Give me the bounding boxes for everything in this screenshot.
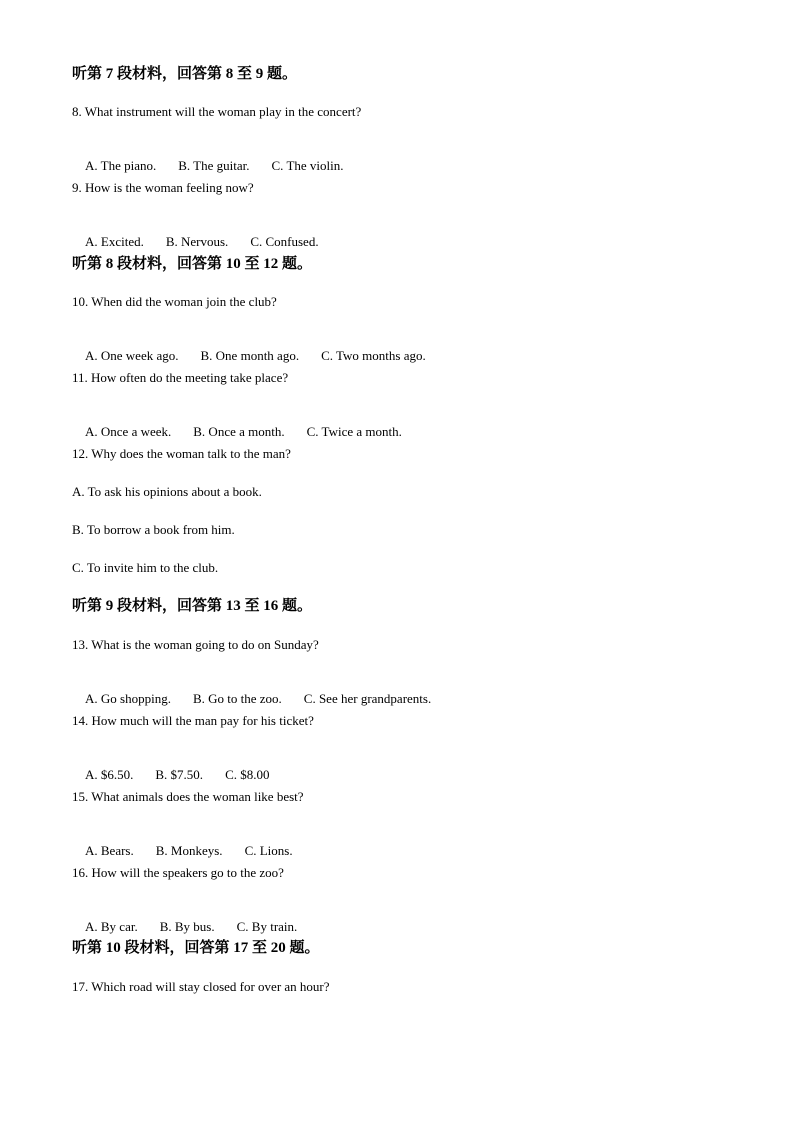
option-b: B. Nervous.: [165, 234, 229, 249]
option-c: C. The violin.: [271, 158, 344, 173]
question-text: 10. When did the woman join the club?: [72, 294, 277, 309]
option-a: A. Bears.: [85, 843, 134, 858]
option-a: A. By car.: [85, 919, 138, 934]
question-text: 11. How often do the meeting take place?: [72, 370, 289, 385]
option-b: B. By bus.: [159, 919, 215, 934]
section-heading: 听第 9 段材料，回答第 13 至 16 题。: [72, 598, 313, 614]
option-c: C. Lions.: [244, 843, 293, 858]
question-text: 12. Why does the woman talk to the man?: [72, 446, 291, 461]
question-text: 17. Which road will stay closed for over an hour?: [72, 979, 330, 994]
question-text: 15. What animals does the woman like best?: [72, 789, 304, 804]
question-text: 9. How is the woman feeling now?: [72, 180, 254, 195]
option-b: B. One month ago.: [200, 348, 300, 363]
section-heading: 听第 8 段材料，回答第 10 至 12 题。: [72, 256, 313, 272]
option-a: A. The piano.: [85, 158, 157, 173]
option-c: C. See her grandparents.: [303, 691, 432, 706]
option-c: C. $8.00: [225, 767, 270, 782]
option-a: A. One week ago.: [85, 348, 179, 363]
option-c: C. Two months ago.: [321, 348, 426, 363]
question-text: 16. How will the speakers go to the zoo?: [72, 865, 284, 880]
option-b: B. Go to the zoo.: [192, 691, 282, 706]
option-b: B. Once a month.: [193, 424, 285, 439]
option-a: A. $6.50.: [85, 767, 134, 782]
option-a: A. Go shopping.: [85, 691, 171, 706]
option-b: B. To borrow a book from him.: [72, 522, 235, 537]
option-c: C. By train.: [236, 919, 298, 934]
option-a: A. To ask his opinions about a book.: [72, 484, 262, 499]
option-b: B. $7.50.: [155, 767, 204, 782]
section-heading: 听第 10 段材料，回答第 17 至 20 题。: [72, 940, 320, 956]
question-text: 13. What is the woman going to do on Sunday?: [72, 637, 319, 652]
option-a: A. Excited.: [85, 234, 144, 249]
option-c: C. Twice a month.: [306, 424, 402, 439]
option-a: A. Once a week.: [85, 424, 172, 439]
option-b: B. Monkeys.: [155, 843, 223, 858]
question-text: 8. What instrument will the woman play in the concert?: [72, 104, 362, 119]
option-c: C. To invite him to the club.: [72, 560, 219, 575]
question-text: 14. How much will the man pay for his ticket?: [72, 713, 314, 728]
section-heading: 听第 7 段材料，回答第 8 至 9 题。: [72, 66, 298, 82]
option-c: C. Confused.: [250, 234, 319, 249]
option-b: B. The guitar.: [178, 158, 250, 173]
